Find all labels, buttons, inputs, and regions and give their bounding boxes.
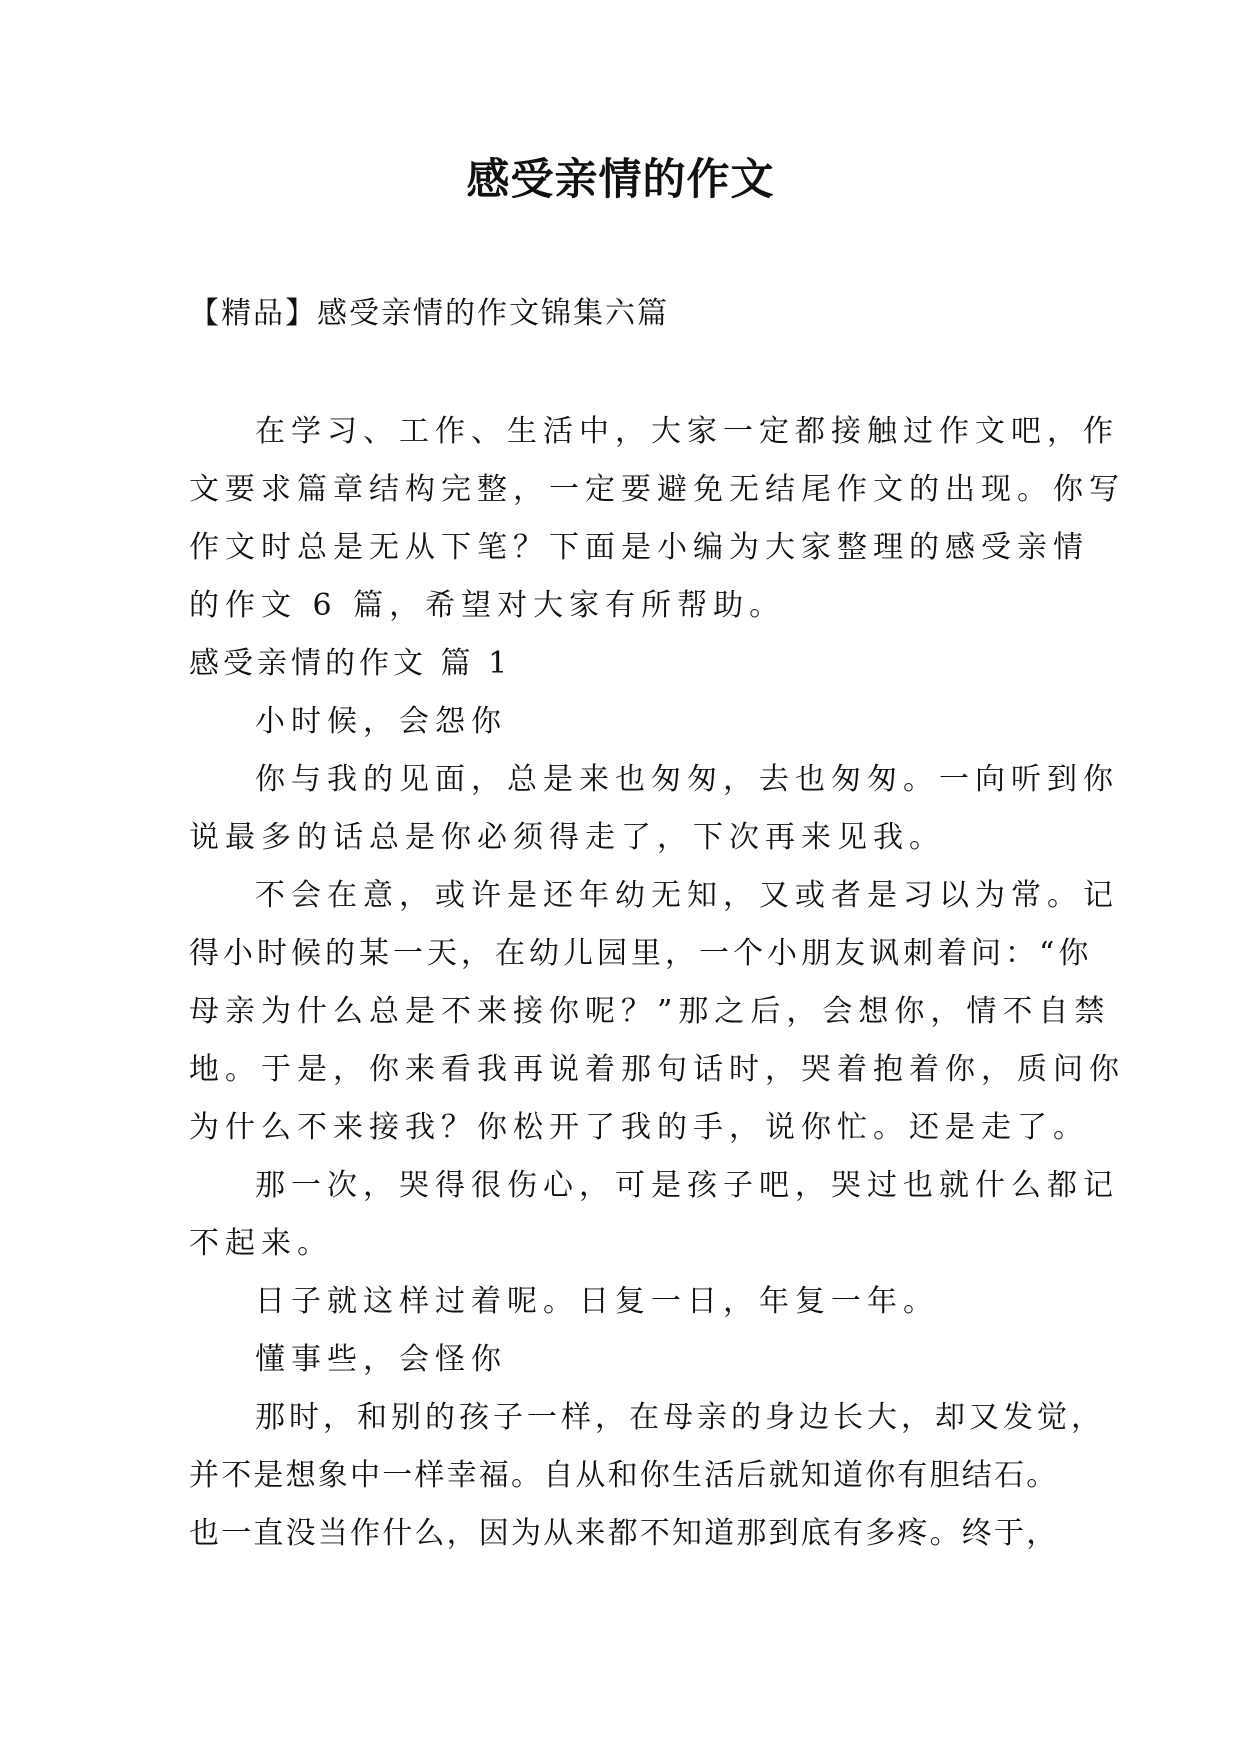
paragraph-line: 也一直没当作什么，因为从来都不知道那到底有多疼。终于， [189,1516,1059,1551]
paragraph-line: 日子就这样过着呢。日复一日，年复一年。 [255,1284,939,1319]
paragraph-line: 不会在意，或许是还年幼无知，又或者是习以为常。记 [255,878,1119,913]
paragraph-line: 母亲为什么总是不来接你呢？”那之后，会想你，情不自禁 [189,994,1111,1029]
paragraph-line: 得小时候的某一天，在幼儿园里，一个小朋友讽刺着问：“你 [189,936,1093,971]
paragraph-line: 的作文 6 篇，希望对大家有所帮助。 [189,588,786,623]
paragraph-line: 作文时总是无从下笔？下面是小编为大家整理的感受亲情 [189,530,1089,565]
paragraph-line: 不起来。 [189,1226,333,1261]
paragraph-line: 懂事些，会怪你 [255,1342,507,1377]
paragraph-line: 文要求篇章结构完整，一定要避免无结尾作文的出现。你写 [189,472,1125,507]
paragraph-line: 为什么不来接我？你松开了我的手，说你忙。还是走了。 [189,1110,1089,1145]
paragraph-line: 在学习、工作、生活中，大家一定都接触过作文吧，作 [255,414,1119,449]
paragraph-line: 你与我的见面，总是来也匆匆，去也匆匆。一向听到你 [255,762,1119,797]
document-subtitle: 【精品】感受亲情的作文锦集六篇 [189,296,669,331]
paragraph-line: 那时，和别的孩子一样，在母亲的身边长大，却又发觉， [255,1400,1105,1435]
section-heading: 感受亲情的作文 篇 1 [189,646,512,681]
paragraph-line: 地。于是，你来看我再说着那句话时，哭着抱着你，质问你 [189,1052,1125,1087]
document-title: 感受亲情的作文 [466,155,775,205]
paragraph-line: 小时候，会怨你 [255,704,507,739]
paragraph-line: 那一次，哭得很伤心，可是孩子吧，哭过也就什么都记 [255,1168,1119,1203]
paragraph-line: 说最多的话总是你必须得走了，下次再来见我。 [189,820,945,855]
paragraph-line: 并不是想象中一样幸福。自从和你生活后就知道你有胆结石。 [189,1458,1059,1493]
